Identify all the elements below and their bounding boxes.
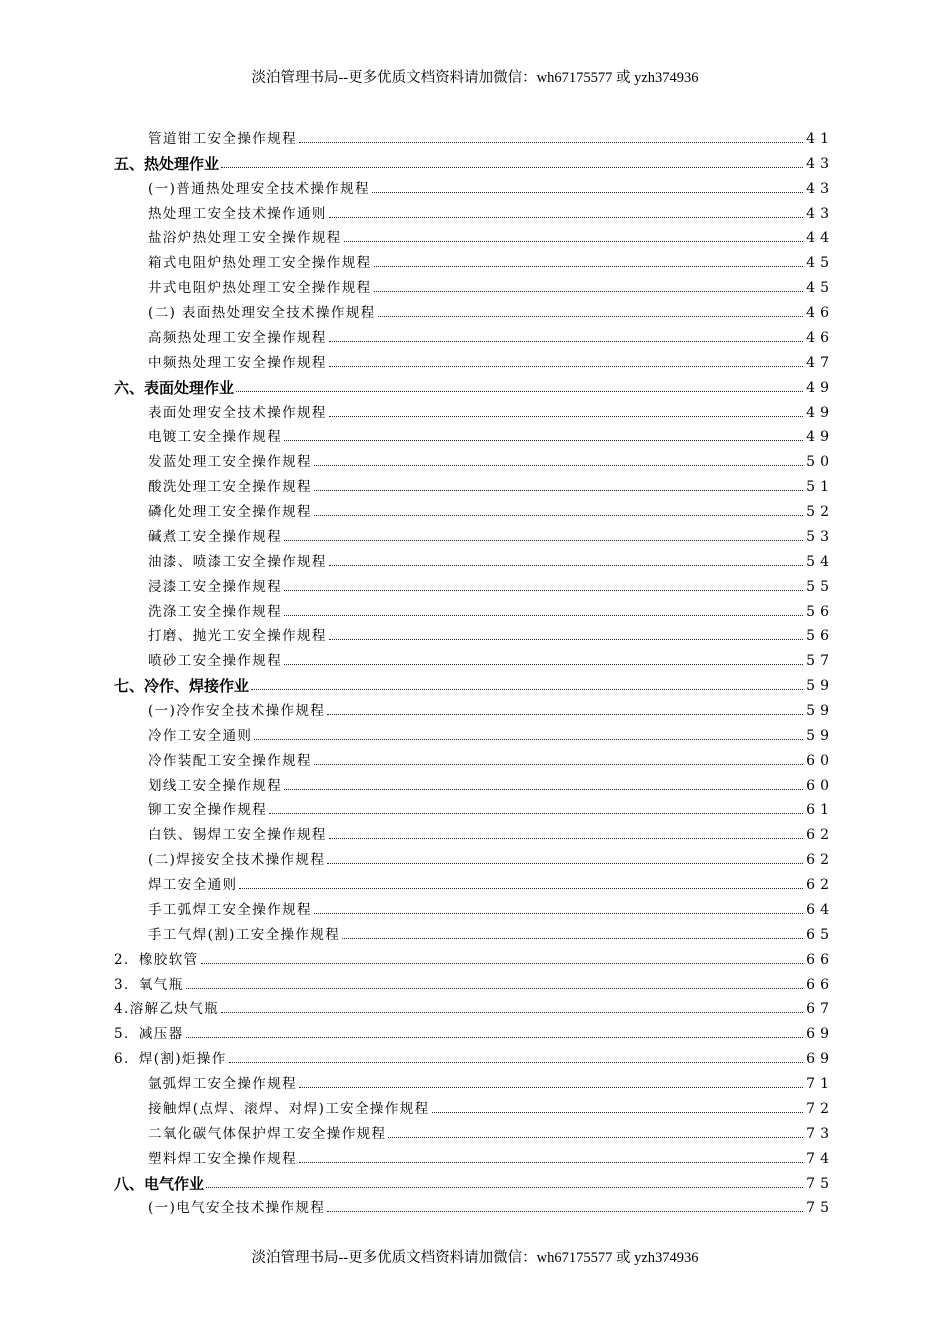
toc-dot-leader [329, 217, 803, 218]
toc-entry[interactable] [148, 820, 834, 844]
toc-entry-title: 酸洗处理工安全操作规程 [148, 479, 312, 496]
toc-entry-title: 盐浴炉热处理工安全操作规程 [148, 230, 342, 247]
toc-dot-leader [327, 1211, 803, 1212]
toc-entry-title: 打磨、抛光工安全操作规程 [148, 628, 327, 645]
toc-entry-title: 手工弧焊工安全操作规程 [148, 901, 312, 918]
toc-entry-title: 洗涤工安全操作规程 [148, 603, 283, 620]
toc-entry-title: 七、冷作、焊接作业 [114, 677, 250, 696]
toc-page-number: 56 [806, 603, 834, 620]
toc-page-number: 62 [806, 877, 834, 894]
toc-page-number: 55 [806, 578, 834, 595]
toc-entry-title: 磷化处理工安全操作规程 [148, 504, 312, 521]
toc-dot-leader [378, 316, 804, 317]
toc-page-number: 53 [806, 528, 834, 545]
toc-dot-leader [284, 540, 803, 541]
toc-entry-title: (二) 表面热处理安全技术操作规程 [148, 305, 376, 322]
toc-entry-title: (一)普通热处理安全技术操作规程 [148, 180, 370, 197]
toc-dot-leader [432, 1112, 804, 1113]
toc-entry[interactable] [148, 696, 834, 720]
toc-entry-title: 电镀工安全操作规程 [148, 429, 283, 446]
toc-page-number: 65 [806, 926, 834, 943]
toc-entry-title: 3．氧气瓶 [114, 976, 184, 993]
toc-page-number: 41 [806, 131, 834, 147]
toc-entry[interactable] [148, 124, 834, 148]
toc-page-number: 43 [806, 180, 834, 197]
toc-section-entry[interactable] [114, 149, 834, 173]
toc-entry-title: 4.溶解乙炔气瓶 [114, 1001, 220, 1018]
toc-page-number: 54 [806, 553, 834, 570]
toc-dot-leader [186, 1037, 804, 1038]
toc-section-entry[interactable] [114, 1169, 834, 1193]
toc-section-entry[interactable] [114, 671, 834, 696]
toc-dot-leader [314, 764, 803, 765]
toc-entry-title: 井式电阻炉热处理工安全操作规程 [148, 280, 372, 297]
toc-page-number: 47 [806, 354, 834, 371]
toc-entry[interactable] [114, 1044, 834, 1068]
toc-page-number: 43 [806, 155, 834, 172]
toc-entry[interactable] [148, 597, 834, 621]
toc-entry[interactable] [148, 1119, 834, 1143]
toc-dot-leader [329, 341, 803, 342]
toc-page-number: 69 [806, 1026, 834, 1043]
toc-entry-title: 管道钳工安全操作规程 [148, 131, 297, 147]
toc-page-number: 62 [806, 852, 834, 869]
toc-entry[interactable] [148, 771, 834, 795]
toc-page-number: 46 [806, 329, 834, 346]
toc-entry[interactable] [148, 795, 834, 819]
toc-entry[interactable] [148, 323, 834, 347]
toc-page-number: 66 [806, 976, 834, 993]
toc-entry[interactable] [148, 298, 834, 322]
toc-entry[interactable] [114, 994, 834, 1018]
toc-entry-title: 白铁、锡焊工安全操作规程 [148, 827, 327, 844]
toc-entry[interactable] [148, 497, 834, 521]
toc-entry-title: (一)冷作安全技术操作规程 [148, 703, 326, 719]
toc-page-number: 71 [806, 1076, 834, 1093]
toc-page-number: 49 [806, 404, 834, 421]
toc-dot-leader [342, 938, 803, 939]
toc-dot-leader [372, 192, 803, 193]
toc-entry-title: 五、热处理作业 [114, 154, 220, 173]
toc-entry[interactable] [148, 895, 834, 919]
toc-entry[interactable] [148, 223, 834, 247]
toc-dot-leader [239, 888, 803, 889]
toc-entry-title: 高频热处理工安全操作规程 [148, 329, 327, 346]
toc-entry[interactable] [148, 522, 834, 546]
toc-entry-title: 表面处理安全技术操作规程 [148, 404, 327, 421]
toc-dot-leader [329, 565, 803, 566]
toc-dot-leader [186, 988, 804, 989]
toc-page-number: 44 [806, 230, 834, 247]
toc-dot-leader [388, 1137, 803, 1138]
toc-dot-leader [254, 739, 803, 740]
toc-entry-title: 接触焊(点焊、滚焊、对焊)工安全操作规程 [148, 1100, 430, 1117]
toc-dot-leader [269, 813, 803, 814]
toc-entry[interactable] [114, 945, 834, 969]
toc-entry[interactable] [148, 472, 834, 496]
toc-entry-title: 塑料焊工安全操作规程 [148, 1150, 297, 1167]
toc-dot-leader [284, 440, 803, 441]
toc-page-number: 73 [806, 1125, 834, 1142]
toc-page-number: 59 [806, 727, 834, 744]
toc-entry[interactable] [114, 1019, 834, 1043]
toc-dot-leader [229, 1062, 803, 1063]
toc-page-number: 56 [806, 628, 834, 645]
toc-section-entry[interactable] [114, 373, 834, 397]
toc-dot-leader [327, 863, 803, 864]
toc-entry[interactable] [114, 970, 834, 994]
toc-entry-title: 发蓝处理工安全操作规程 [148, 454, 312, 471]
toc-dot-leader [284, 664, 803, 665]
toc-dot-leader [327, 714, 803, 715]
toc-entry[interactable] [148, 398, 834, 422]
toc-entry-title: 碱煮工安全操作规程 [148, 528, 283, 545]
toc-page-number: 67 [806, 1001, 834, 1018]
toc-entry-title: 箱式电阻炉热处理工安全操作规程 [148, 255, 372, 272]
toc-entry[interactable] [148, 920, 834, 944]
toc-dot-leader [299, 1162, 803, 1163]
toc-entry[interactable] [148, 1193, 834, 1217]
toc-dot-leader [329, 838, 803, 839]
toc-entry[interactable] [148, 422, 834, 446]
toc-entry[interactable] [148, 646, 834, 670]
toc-dot-leader [374, 266, 804, 267]
toc-dot-leader [206, 1187, 803, 1188]
toc-page-number: 49 [806, 429, 834, 446]
toc-dot-leader [344, 241, 803, 242]
toc-page-number: 66 [806, 951, 834, 968]
toc-page-number: 74 [806, 1150, 834, 1167]
toc-entry-title: 6．焊(割)炬操作 [114, 1051, 227, 1068]
toc-entry[interactable] [148, 572, 834, 596]
page-footer: 淡泊管理书局--更多优质文档资料请加微信：wh67175577 或 yzh374936 [251, 1250, 699, 1266]
toc-dot-leader [221, 167, 803, 168]
toc-entry-title: 2．橡胶软管 [114, 951, 199, 968]
toc-entry-title: 划线工安全操作规程 [148, 777, 283, 794]
toc-dot-leader [284, 590, 803, 591]
toc-entry-title: 浸漆工安全操作规程 [148, 578, 283, 595]
toc-dot-leader [221, 1012, 803, 1013]
toc-entry-title: 氩弧焊工安全操作规程 [148, 1076, 297, 1093]
toc-entry-title: 六、表面处理作业 [114, 378, 235, 397]
toc-entry[interactable] [148, 746, 834, 770]
toc-dot-leader [284, 615, 803, 616]
toc-dot-leader [314, 465, 803, 466]
toc-entry[interactable] [148, 447, 834, 471]
toc-page-number: 59 [806, 703, 834, 719]
toc-dot-leader [236, 391, 803, 392]
toc-entry-title: 油漆、喷漆工安全操作规程 [148, 553, 327, 570]
toc-dot-leader [329, 639, 803, 640]
toc-page-number: 52 [806, 504, 834, 521]
toc-entry-title: (一)电气安全技术操作规程 [148, 1200, 326, 1217]
toc-dot-leader [314, 913, 803, 914]
toc-page-number: 43 [806, 205, 834, 222]
toc-page-number: 60 [806, 752, 834, 769]
toc-entry[interactable] [148, 1094, 834, 1118]
toc-page-number: 46 [806, 305, 834, 322]
toc-entry-title: 八、电气作业 [114, 1174, 205, 1193]
toc-entry[interactable] [148, 273, 834, 297]
toc-page-number: 51 [806, 479, 834, 496]
toc-entry[interactable] [148, 870, 834, 894]
toc-entry[interactable] [148, 845, 834, 869]
toc-dot-leader [329, 416, 803, 417]
toc-dot-leader [251, 689, 803, 690]
toc-page-number: 45 [806, 255, 834, 272]
toc-entry[interactable] [148, 248, 834, 272]
toc-dot-leader [299, 142, 803, 143]
toc-page-number: 75 [806, 1175, 834, 1192]
toc-entry-title: 热处理工安全技术操作通则 [148, 205, 327, 222]
toc-page-number: 57 [806, 653, 834, 670]
toc-dot-leader [314, 515, 803, 516]
toc-page-number: 69 [806, 1051, 834, 1068]
toc-entry-title: 5．减压器 [114, 1026, 184, 1043]
page-header: 淡泊管理书局--更多优质文档资料请加微信：wh67175577 或 yzh374936 [251, 70, 699, 86]
toc-page-number: 72 [806, 1100, 834, 1117]
toc-page-number: 61 [806, 802, 834, 819]
toc-entry[interactable] [148, 174, 834, 198]
toc-page-number: 64 [806, 901, 834, 918]
toc-dot-leader [329, 366, 803, 367]
toc-dot-leader [299, 1087, 803, 1088]
toc-page-number: 62 [806, 827, 834, 844]
toc-dot-leader [284, 789, 803, 790]
toc-entry-title: 手工气焊(割)工安全操作规程 [148, 926, 341, 943]
toc-entry[interactable] [148, 621, 834, 645]
toc-dot-leader [314, 490, 803, 491]
toc-entry-title: 中频热处理工安全操作规程 [148, 354, 327, 371]
toc-dot-leader [374, 291, 804, 292]
toc-entry-title: 铆工安全操作规程 [148, 802, 268, 819]
toc-page-number: 45 [806, 280, 834, 297]
toc-entry[interactable] [148, 199, 834, 223]
toc-entry-title: 二氧化碳气体保护焊工安全操作规程 [148, 1125, 387, 1142]
toc-dot-leader [201, 963, 804, 964]
toc-page-number: 75 [806, 1200, 834, 1217]
toc-entry[interactable] [148, 348, 834, 372]
toc-entry[interactable] [148, 1069, 834, 1093]
toc-entry-title: (二)焊接安全技术操作规程 [148, 852, 326, 869]
toc-entry[interactable] [148, 547, 834, 571]
toc-entry-title: 冷作装配工安全操作规程 [148, 752, 312, 769]
toc-page-number: 59 [806, 678, 834, 695]
toc-page-number: 60 [806, 777, 834, 794]
toc-entry[interactable] [148, 721, 834, 745]
toc-entry-title: 喷砂工安全操作规程 [148, 653, 283, 670]
toc-entry[interactable] [148, 1144, 834, 1168]
toc-entry-title: 冷作工安全通则 [148, 727, 253, 744]
toc-entry-title: 焊工安全通则 [148, 877, 238, 894]
toc-page-number: 50 [806, 454, 834, 471]
toc-page-number: 49 [806, 379, 834, 396]
